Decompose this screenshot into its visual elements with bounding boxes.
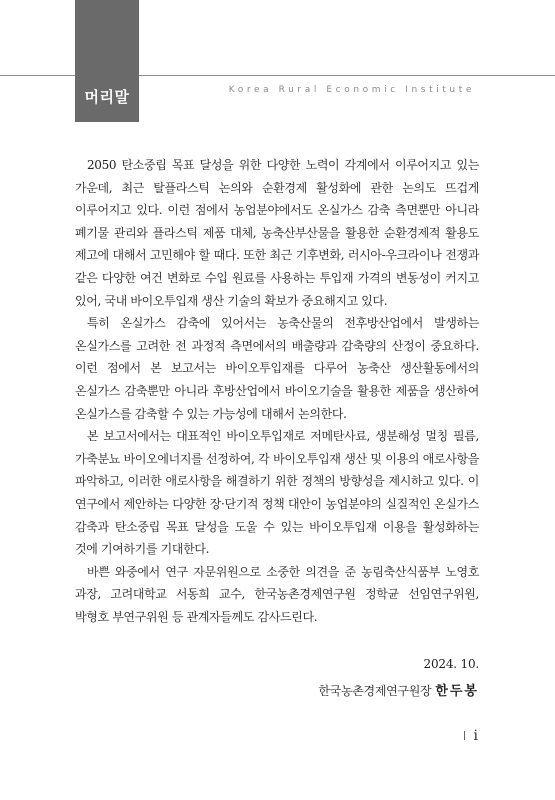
paragraph-3: 본 보고서에서는 대표적인 바이오투입재로 저메탄사료, 생분해성 멀칭 필름, 가축분뇨 바이오에너지를 선정하여, 각 바이오투입재 생산 및 이용의 애로사항을 파악하고, 이러한 애로사항을 해결하기 위한 정책의 방향성을 제시하고 있다. 이 연구에서 제안하는 다양한 장·단기적 정책 대안이 농업분야의 실질적인 온실가스 감축과 탄소중립 목표 달성을 도울 수 있는 바이오투입재 이용을 활성화하는 것에 기여하기를 기대한다. — [75, 429, 479, 557]
page-title: 머리말 — [84, 88, 130, 106]
page-number-value: i — [473, 728, 478, 744]
paragraph-2: 특히 온실가스 감축에 있어서는 농축산물의 전후방산업에서 발생하는 온실가스를 고려한 전 과정적 측면에서의 배출량과 감축량의 산정이 중요하다. 이런 점에서 본 보고서는 바이오투입재를 다루어 농축산 생산활동에서의 온실가스 감축뿐만 아니라 후방산업에서 바이오기술을 활용한 제품을 생산하여 온실가스를 감축할 수 있는 가능성에 대해서 논의한다. — [75, 316, 479, 421]
signature-line — [318, 680, 479, 699]
paragraph-1: 2050 탄소중립 목표 달성을 위한 다양한 노력이 각계에서 이루어지고 있는 가운데, 최근 탈플라스틱 논의와 순환경제 활성화에 관한 논의도 뜨겁게 이루어지고 있다. 이런 점에서 농업분야에서도 온실가스 감축 측면뿐만 아니라 폐기물 관리와 플라스틱 제품 대체, 농축산부산물을 활용한 순환경제적 활용도 제고에 대해서 고민해야 할 때다. 또한 최근 기후변화, 러시아-우크라이나 전쟁과 같은 다양한 여건 변화로 수입 원료를 사용하는 투입재 가격의 변동성이 커지고 있어, 국내 바이오투입재 생산 기술의 확보가 중요해지고 있다. — [75, 158, 479, 308]
signer-name: 한두봉 — [435, 684, 479, 699]
header-tab — [75, 0, 139, 122]
date: 2024. 10. — [423, 657, 479, 671]
page-number — [464, 728, 478, 744]
page-number-separator — [464, 731, 465, 740]
institute-name: Korea Rural Economic Institute — [228, 85, 475, 95]
paragraph-4: 바쁜 와중에서 연구 자문위원으로 소중한 의견을 준 농림축산식품부 노영호 과장, 고려대학교 서동희 교수, 한국농촌경제연구원 정학균 선임연구위원, 박형호 부연구위원 등 관계자들께도 감사드린다. — [75, 564, 479, 624]
signer-position: 한국농촌경제연구원장 — [318, 684, 432, 698]
preface-body — [75, 154, 479, 628]
